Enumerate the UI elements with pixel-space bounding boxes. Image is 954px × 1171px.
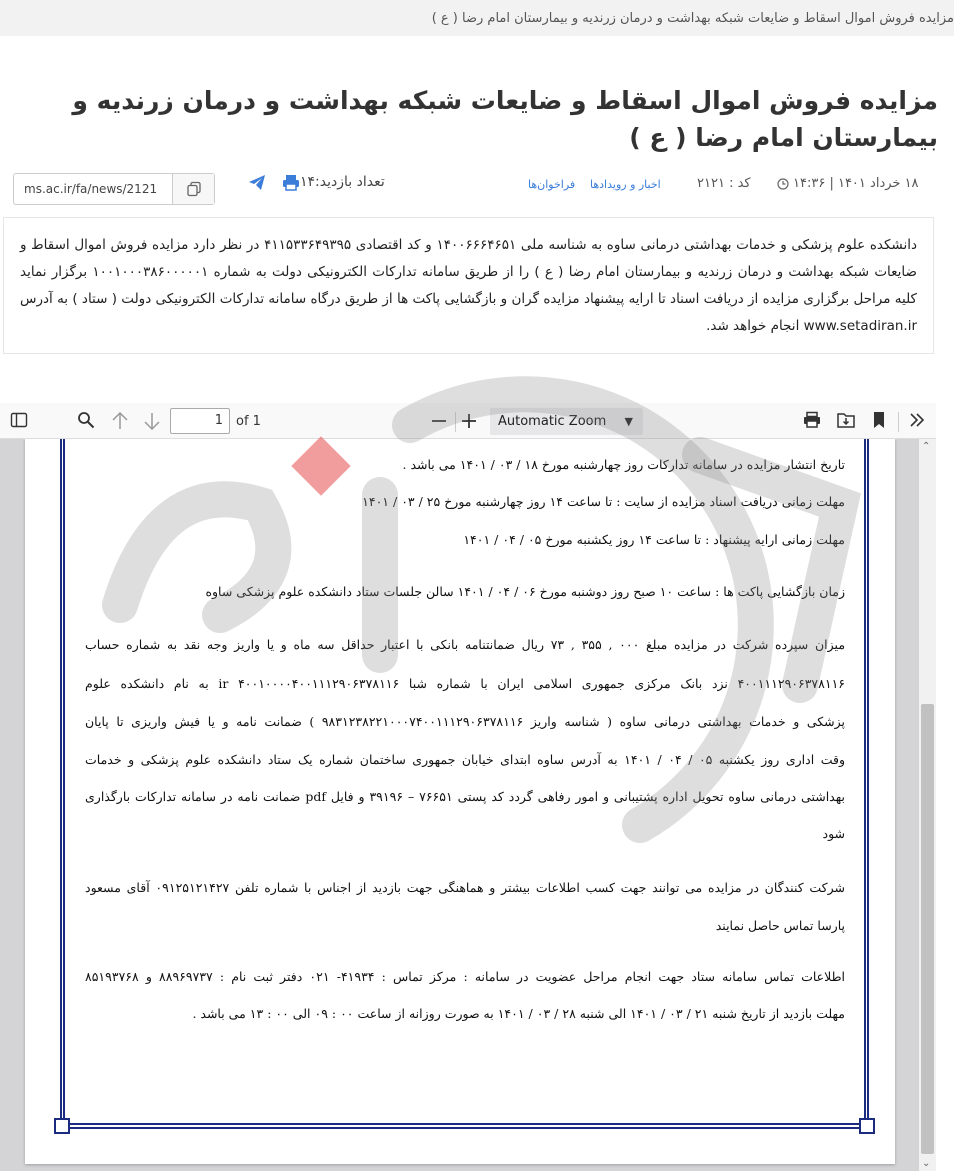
article-code: کد : ۲۱۲۱ (697, 176, 751, 191)
doc-line: زمان بازگشایی پاکت ها : ساعت ۱۰ صبح روز دوشنبه مورخ ۰۶ / ۰۴ / ۱۴۰۱ سالن جلسات ستاد دانشکده علوم پزشکی ساوه (205, 584, 845, 599)
print-button[interactable] (282, 174, 300, 196)
article-meta (0, 168, 954, 208)
scroll-thumb[interactable] (921, 704, 934, 1154)
article-summary: دانشکده علوم پزشکی و خدمات بهداشتی درمانی ساوه به شناسه ملی ۱۴۰۰۶۶۶۴۶۵۱ و کد اقتصادی ۴۱۱۵۳۳۶۴۹۳۹۵ در نظر دارد مزایده فروش اموال اسقاط و ضایعات شبکه بهداشت و درمان زرندیه و بیمارستان امام رضا ( ع ) را از طریق سامانه تدارکات الکترونیکی دولت به شماره ۱۰۰۱۰۰۰۳۸۶۰۰۰۰۰۱ برگزار نماید کلیه مراحل برگزاری مزایده از دریافت اسناد تا ارایه پیشنهاد مزایده گران و بازگشایی پاکت ها از طریق درگاه سامانه تدارکات الکترونیکی دولت ( ستاد ) به آدرس www.setadiran.ir انجام خواهد شد. (3, 217, 934, 354)
plus-icon (460, 411, 478, 431)
doc-line: بهداشتی درمانی ساوه تحویل اداره پشتیبانی و امور رفاهی گردد کد پستی ۷۶۶۵۱ – ۳۹۱۹۶ و فایل pdf ضمانت نامه در سامانه تدارکات بارگذاری (85, 789, 845, 804)
doc-line: وقت اداری روز یکشنبه ۰۵ / ۰۴ / ۱۴۰۱ به آدرس ساوه ابتدای خیابان جمهوری ساختمان شماره یک ستاد دانشکده علوم پزشکی و خدمات (85, 752, 845, 767)
zoom-select-value: Automatic Zoom (498, 414, 607, 429)
doc-line: میزان سپرده شرکت در مزایده مبلغ ۰۰۰ , ۳۵۵ , ۷۳ ریال ضمانتنامه بانکی با اعتبار حداقل سه ماه و یا واریز وجه نقد به شماره حساب (85, 637, 845, 652)
pdf-toolbar (0, 403, 936, 439)
pdf-viewer (0, 403, 936, 1171)
tools-menu-button[interactable] (908, 411, 926, 433)
doc-line: اطلاعات تماس سامانه ستاد جهت انجام مراحل عضویت در سامانه : مرکز تماس : ۴۱۹۳۴- ۰۲۱ دفتر ثبت نام : ۸۸۹۶۹۷۳۷ و ۸۵۱۹۳۷۶۸ (85, 969, 845, 984)
scroll-down-icon[interactable]: ⌄ (922, 1158, 931, 1169)
category-news-link[interactable]: اخبار و رویدادها (590, 178, 661, 191)
sidebar-toggle-icon (10, 411, 28, 429)
search-icon (77, 411, 95, 429)
zoom-in-button[interactable] (460, 411, 478, 435)
visit-count: تعداد بازدید:۱۴ (300, 174, 385, 190)
printer-icon (803, 411, 821, 429)
doc-line: پزشکی و خدمات بهداشتی درمانی ساوه ( شناسه واریز ۹۸۳۱۲۳۸۲۲۱۰۰۰۷۴۰۰۱۱۱۲۹۰۶۳۷۸۱۱۶ ) ضمانت نامه و یا فیش واریزی تا پایان (85, 714, 845, 729)
bookmark-icon (872, 411, 886, 429)
breadcrumb-current: مزایده فروش اموال اسقاط و ضایعات شبکه بهداشت و درمان زرندیه و بیمارستان امام رضا ( ع ) (431, 10, 954, 26)
copy-icon (186, 181, 202, 197)
clock-icon (777, 178, 789, 190)
telegram-icon (248, 174, 266, 192)
article-date (777, 176, 919, 191)
download-button[interactable] (837, 411, 855, 433)
pdf-scrollbar[interactable] (919, 439, 936, 1171)
doc-line: مهلت بازدید از تاریخ شنبه ۲۱ / ۰۳ / ۱۴۰۱ الی شنبه ۲۸ / ۰۳ / ۱۴۰۱ به صورت روزانه از ساعت ۰۰ : ۰۹ الی ۰۰ : ۱۳ می باشد . (192, 1006, 845, 1021)
page-count: of 1 (236, 414, 261, 429)
copy-url-button[interactable] (172, 174, 214, 204)
telegram-share-button[interactable] (248, 174, 266, 196)
doc-line: ۴۰۰۱۱۱۲۹۰۶۳۷۸۱۱۶ نزد بانک مرکزی جمهوری اسلامی ایران با شماره شبا ۴۰۰۱۰۰۰۰۴۰۰۱۱۱۲۹۰۶۳۷۸۱۱۶ ir به نام دانشکده علوم (85, 676, 845, 691)
breadcrumb (0, 0, 954, 36)
next-page-button[interactable] (143, 411, 161, 435)
page-number-input[interactable]: 1 (170, 408, 230, 434)
doc-line: شرکت کنندگان در مزایده می توانند جهت کسب اطلاعات بیشتر و هماهنگی جهت بازدید از اجناس با شماره تلفن ۰۹۱۲۵۱۲۱۴۲۷ آقای مسعود (85, 880, 845, 895)
pdf-page (25, 439, 895, 1164)
print-pdf-button[interactable] (803, 411, 821, 433)
chevron-down-icon: ▼ (624, 415, 633, 428)
arrow-down-icon (143, 411, 161, 431)
toolbar-separator (898, 412, 899, 432)
frame-corner (859, 1118, 875, 1134)
doc-line: مهلت زمانی ارایه پیشنهاد : تا ساعت ۱۴ روز یکشنبه مورخ ۰۵ / ۰۴ / ۱۴۰۱ (463, 532, 845, 547)
page-title: مزایده فروش اموال اسقاط و ضایعات شبکه بهداشت و درمان زرندیه و بیمارستان امام رضا ( ع ) (72, 86, 938, 152)
minus-icon (430, 411, 448, 431)
zoom-select[interactable] (490, 408, 643, 435)
doc-line: مهلت زمانی دریافت اسناد مزایده از سایت : تا ساعت ۱۴ روز چهارشنبه مورخ ۲۵ / ۰۳ / ۱۴۰۱ (362, 494, 845, 509)
short-url-field[interactable]: ms.ac.ir/fa/news/2121 (24, 182, 158, 196)
short-url-box (13, 173, 215, 205)
doc-line: پارسا تماس حاصل نمایند (715, 918, 845, 933)
folder-download-icon (837, 411, 855, 429)
category-calls-link[interactable]: فراخوان‌ها (528, 178, 576, 191)
zoom-out-button[interactable] (430, 411, 448, 435)
toolbar-separator (455, 412, 456, 432)
print-icon (282, 174, 300, 192)
pdf-content-area[interactable] (0, 439, 919, 1171)
scroll-up-icon[interactable]: ⌃ (922, 441, 931, 452)
find-button[interactable] (77, 411, 95, 433)
bookmark-button[interactable] (872, 411, 886, 433)
double-chevron-right-icon (908, 411, 926, 429)
article-date-text: ۱۸ خرداد ۱۴۰۱ | ۱۴:۳۶ (793, 176, 919, 191)
arrow-up-icon (111, 411, 129, 431)
doc-line: تاریخ انتشار مزایده در سامانه تدارکات روز چهارشنبه مورخ ۱۸ / ۰۳ / ۱۴۰۱ می باشد . (402, 457, 845, 472)
previous-page-button[interactable] (111, 411, 129, 435)
sidebar-toggle-button[interactable] (10, 411, 28, 433)
frame-corner (54, 1118, 70, 1134)
doc-line: شود (822, 826, 845, 841)
